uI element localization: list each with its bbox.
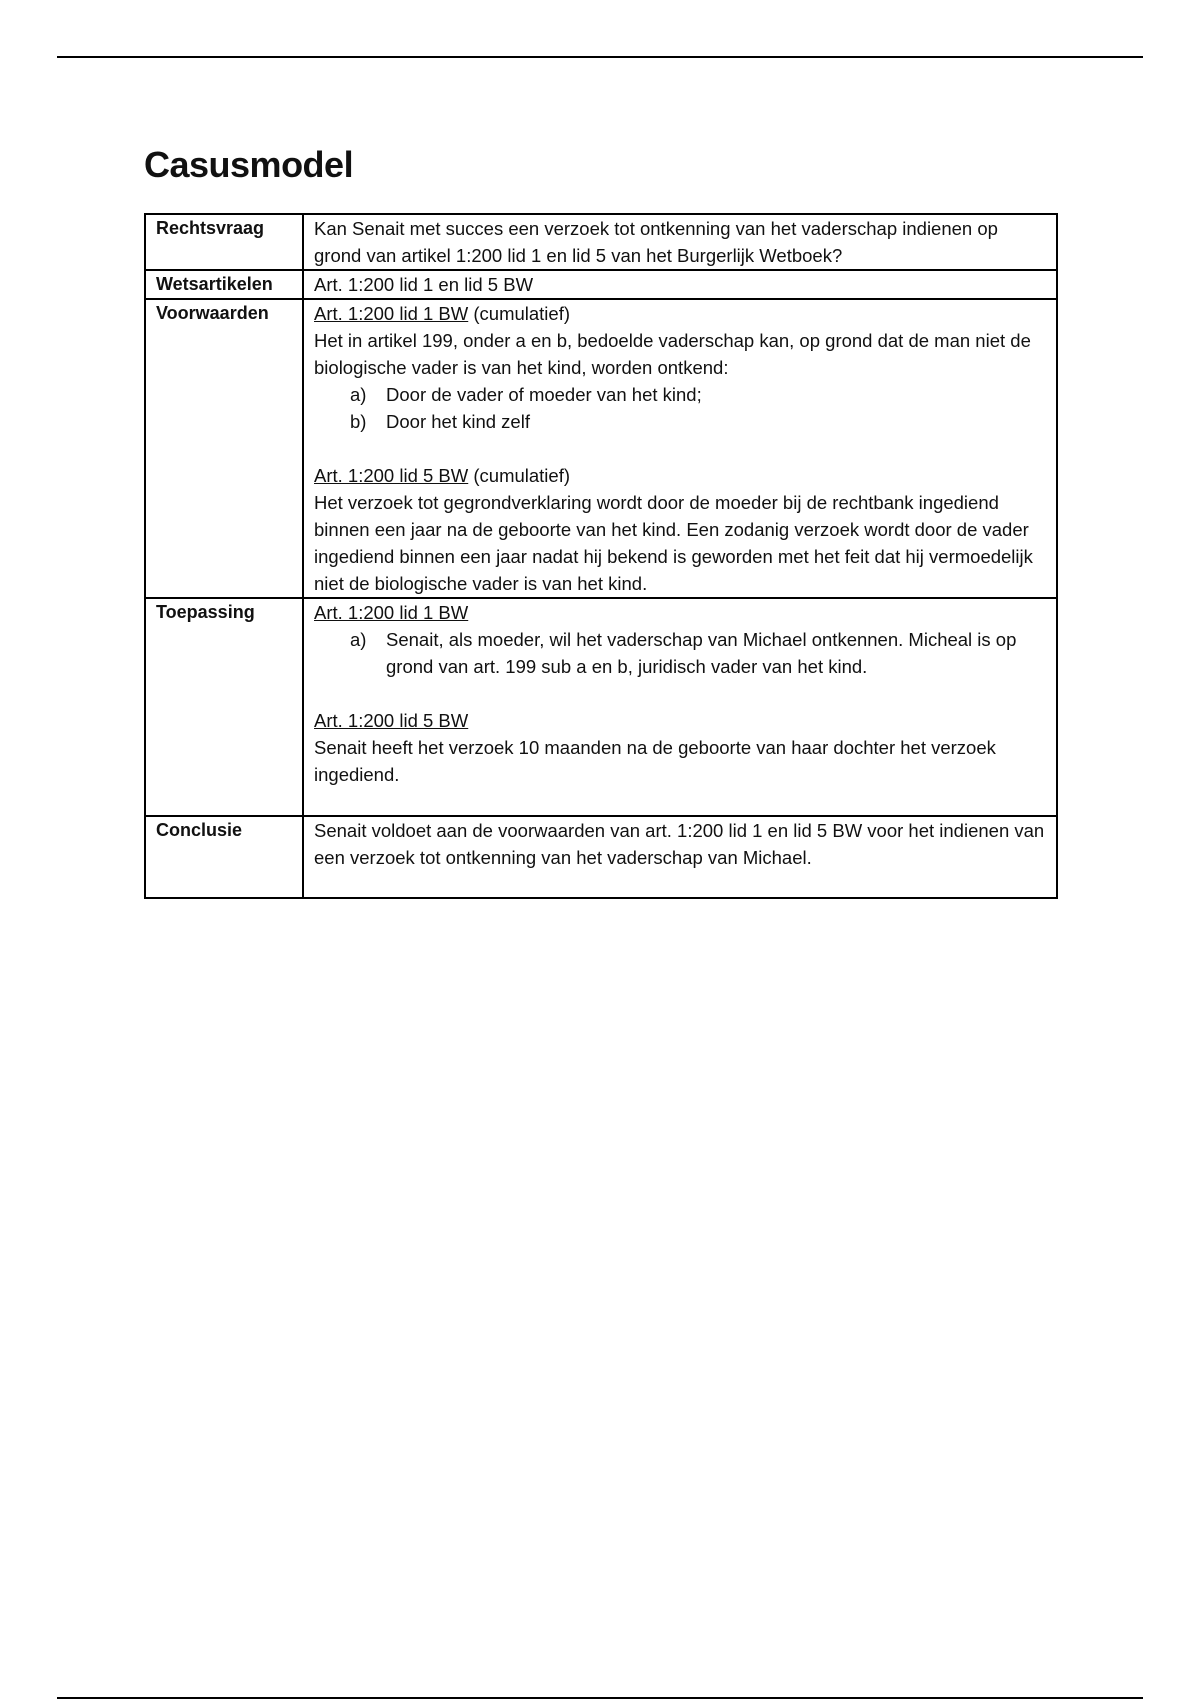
list-marker: a) bbox=[350, 629, 367, 650]
table-row-conclusie bbox=[145, 816, 1057, 898]
table-row-voorwaarden bbox=[145, 299, 1057, 598]
voorwaarden-heading-2 bbox=[314, 462, 1048, 489]
article-link-lid1[interactable]: Art. 1:200 lid 1 BW bbox=[314, 303, 469, 324]
list-marker: b) bbox=[350, 411, 367, 432]
table-row-wetsartikelen bbox=[145, 270, 1057, 299]
spacer bbox=[314, 435, 1048, 462]
list-item bbox=[314, 408, 1048, 435]
voorwaarden-content bbox=[303, 299, 1057, 598]
conclusie-text: Senait voldoet aan de voorwaarden van art. 1:200 lid 1 en lid 5 BW voor het indienen van een verzoek tot ontkenning van het vaderschap van Michael. bbox=[303, 816, 1057, 898]
toepassing-content bbox=[303, 598, 1057, 816]
spacer bbox=[314, 680, 1048, 707]
toepassing-heading-2 bbox=[314, 707, 1048, 734]
table-row-rechtsvraag bbox=[145, 214, 1057, 270]
list-item-text: Door het kind zelf bbox=[386, 411, 530, 432]
voorwaarden-text-1: Het in artikel 199, onder a en b, bedoelde vaderschap kan, op grond dat de man niet de biologische vader is van het kind, worden ontkend: bbox=[314, 330, 1031, 378]
voorwaarden-heading-1 bbox=[314, 300, 1048, 327]
header-rule bbox=[57, 56, 1143, 58]
cumulatief-label: (cumulatief) bbox=[468, 303, 571, 324]
row-label-toepassing: Toepassing bbox=[145, 598, 303, 816]
row-label-voorwaarden: Voorwaarden bbox=[145, 299, 303, 598]
list-item bbox=[314, 381, 1048, 408]
wetsartikelen-text: Art. 1:200 lid 1 en lid 5 BW bbox=[303, 270, 1057, 299]
list-item-text: Senait, als moeder, wil het vaderschap van Michael ontkennen. Micheal is op grond van art. 199 sub a en b, juridisch vader van het kind. bbox=[386, 629, 1017, 677]
row-label-rechtsvraag: Rechtsvraag bbox=[145, 214, 303, 270]
list-marker: a) bbox=[350, 384, 367, 405]
toepassing-heading-1 bbox=[314, 599, 1048, 626]
page-title: Casusmodel bbox=[144, 144, 354, 185]
row-label-wetsartikelen: Wetsartikelen bbox=[145, 270, 303, 299]
row-label-conclusie: Conclusie bbox=[145, 816, 303, 898]
casus-table bbox=[144, 213, 1058, 899]
rechtsvraag-text: Kan Senait met succes een verzoek tot ontkenning van het vaderschap indienen op grond van artikel 1:200 lid 1 en lid 5 van het Burgerlijk Wetboek? bbox=[303, 214, 1057, 270]
table-row-toepassing bbox=[145, 598, 1057, 816]
article-link-lid1[interactable]: Art. 1:200 lid 1 BW bbox=[314, 602, 469, 623]
voorwaarden-text-2: Het verzoek tot gegrondverklaring wordt door de moeder bij de rechtbank ingediend binnen een jaar na de geboorte van het kind. Een zodanig verzoek wordt door de vader ingediend binnen een jaar nadat hij bekend is geworden met het feit dat hij vermoedelijk niet de biologische vader is van het kind. bbox=[314, 492, 1033, 594]
cumulatief-label: (cumulatief) bbox=[468, 465, 571, 486]
footer-rule bbox=[57, 1697, 1143, 1699]
list-item-text: Door de vader of moeder van het kind; bbox=[386, 384, 702, 405]
article-link-lid5[interactable]: Art. 1:200 lid 5 BW bbox=[314, 710, 469, 731]
list-item bbox=[314, 626, 1048, 680]
toepassing-text-2: Senait heeft het verzoek 10 maanden na de geboorte van haar dochter het verzoek ingediend. bbox=[314, 737, 996, 785]
article-link-lid5[interactable]: Art. 1:200 lid 5 BW bbox=[314, 465, 469, 486]
